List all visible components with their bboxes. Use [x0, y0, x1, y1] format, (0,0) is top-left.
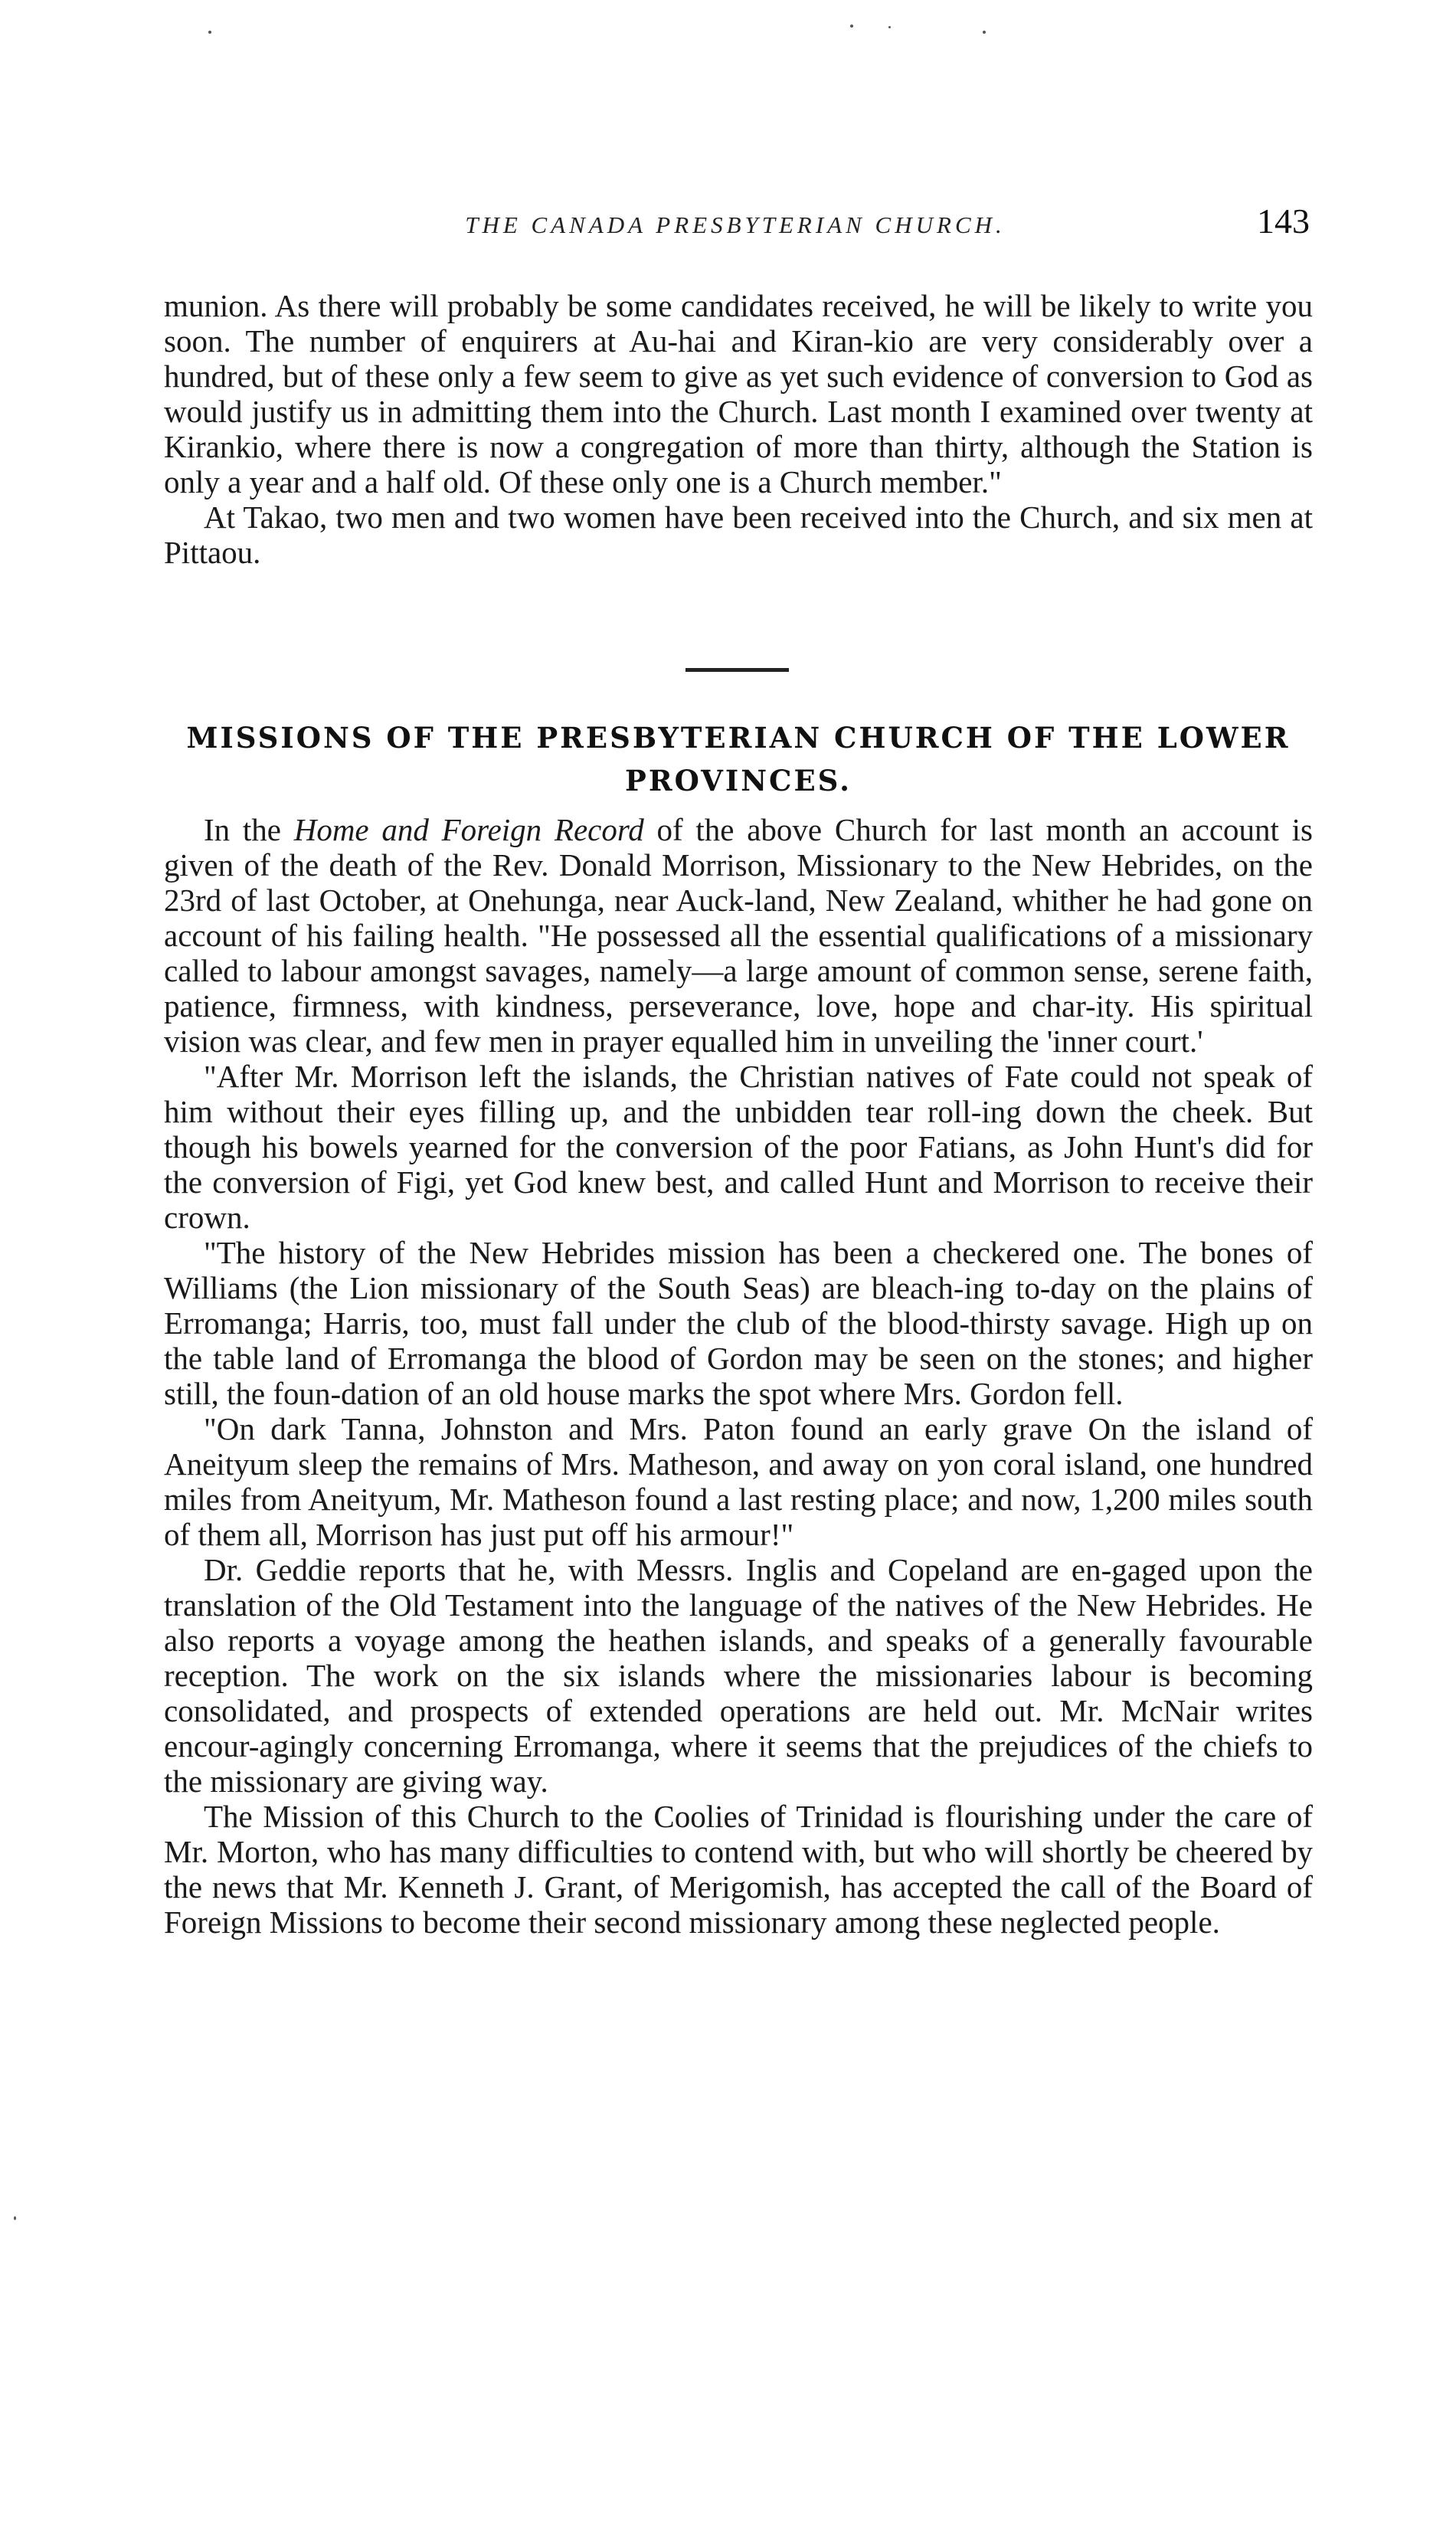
print-speck	[850, 25, 853, 28]
trinidad-paragraph: The Mission of this Church to the Coolies of Trinidad is flourishing under the care of Mr. Morton, who has many difficulties to contend with, but who will shortly be cheered by the news that Mr. Kenneth J. Grant, of Merigomish, has accepted the call of the Board of Foreign Missions to become their second missionary among these neglected people.	[164, 1799, 1313, 1940]
print-speck	[983, 31, 986, 34]
section-body	[164, 812, 1313, 1940]
section-divider	[685, 668, 789, 672]
geddie-paragraph: Dr. Geddie reports that he, with Messrs. Inglis and Copeland are en-gaged upon the translation of the Old Testament into the language of the natives of the New Hebrides. He also reports a voyage among the heathen islands, and speaks of a generally favourable reception. The work on the six islands where the missionaries labour is becoming consolidated, and prospects of extended operations are held out. Mr. McNair writes encour-agingly concerning Erromanga, where it seems that the prejudices of the chiefs to the missionary are giving way.	[164, 1552, 1313, 1799]
takao-paragraph: At Takao, two men and two women have been received into the Church, and six men at Pittaou.	[164, 499, 1313, 570]
record-intro: In the	[204, 812, 294, 847]
history-paragraph: "The history of the New Hebrides mission has been a checkered one. The bones of Williams (the Lion missionary of the South Seas) are bleach-ing to-day on the plains of Erromanga; Harris, too, must fall under the club of the blood-thirsty savage. High up on the table land of Erromanga the blood of Gordon may be seen on the stones; and higher still, the foun-dation of an old house marks the spot where Mrs. Gordon fell.	[164, 1235, 1313, 1411]
record-title: Home and Foreign Record	[293, 812, 644, 847]
running-title: THE CANADA PRESBYTERIAN CHURCH.	[465, 211, 1006, 238]
print-speck	[208, 31, 211, 34]
section-heading: MISSIONS OF THE PRESBYTERIAN CHURCH OF THE LOWER PROVINCES.	[186, 721, 1291, 797]
record-paragraph	[164, 812, 1313, 1059]
print-speck	[888, 26, 891, 28]
continuation-paragraph: munion. As there will probably be some candidates received, he will be likely to write you soon. The number of enquirers at Au-hai and Kiran-kio are very considerably over a hundred, but of these only a few seem to give as yet such evidence of conversion to God as would justify us in admitting them into the Church. Last month I examined over twenty at Kirankio, where there is now a congregation of more than thirty, although the Station is only a year and a half old. Of these only one is a Church member."	[164, 288, 1313, 499]
page-number: 143	[1257, 201, 1310, 241]
tanna-paragraph: "On dark Tanna, Johnston and Mrs. Paton found an early grave On the island of Aneityum sleep the remains of Mrs. Matheson, and away on yon coral island, one hundred miles from Aneityum, Mr. Matheson found a last resting place; and now, 1,200 miles south of them all, Morrison has just put off his armour!"	[164, 1411, 1313, 1552]
record-text: of the above Church for last month an account is given of the death of the Rev. Donald Morrison, Missionary to the New Hebrides, on the 23rd of last October, at Onehunga, near Auck-land, New Zealand, whither he had gone on account of his failing health. "He possessed all the essential qualifications of a missionary called to labour amongst savages, namely—a large amount of common sense, serene faith, patience, firmness, with kindness, perseverance, love, hope and char-ity. His spiritual vision was clear, and few men in prayer equalled him in unveiling the 'inner court.'	[164, 812, 1314, 1059]
print-speck	[14, 2216, 16, 2220]
fate-paragraph: "After Mr. Morrison left the islands, the Christian natives of Fate could not speak of him without their eyes filling up, and the unbidden tear roll-ing down the cheek. But though his bowels yearned for the conversion of the poor Fatians, as John Hunt's did for the conversion of Figi, yet God knew best, and called Hunt and Morrison to receive their crown.	[164, 1059, 1313, 1235]
running-head	[161, 201, 1310, 254]
continuation-text	[164, 288, 1313, 570]
